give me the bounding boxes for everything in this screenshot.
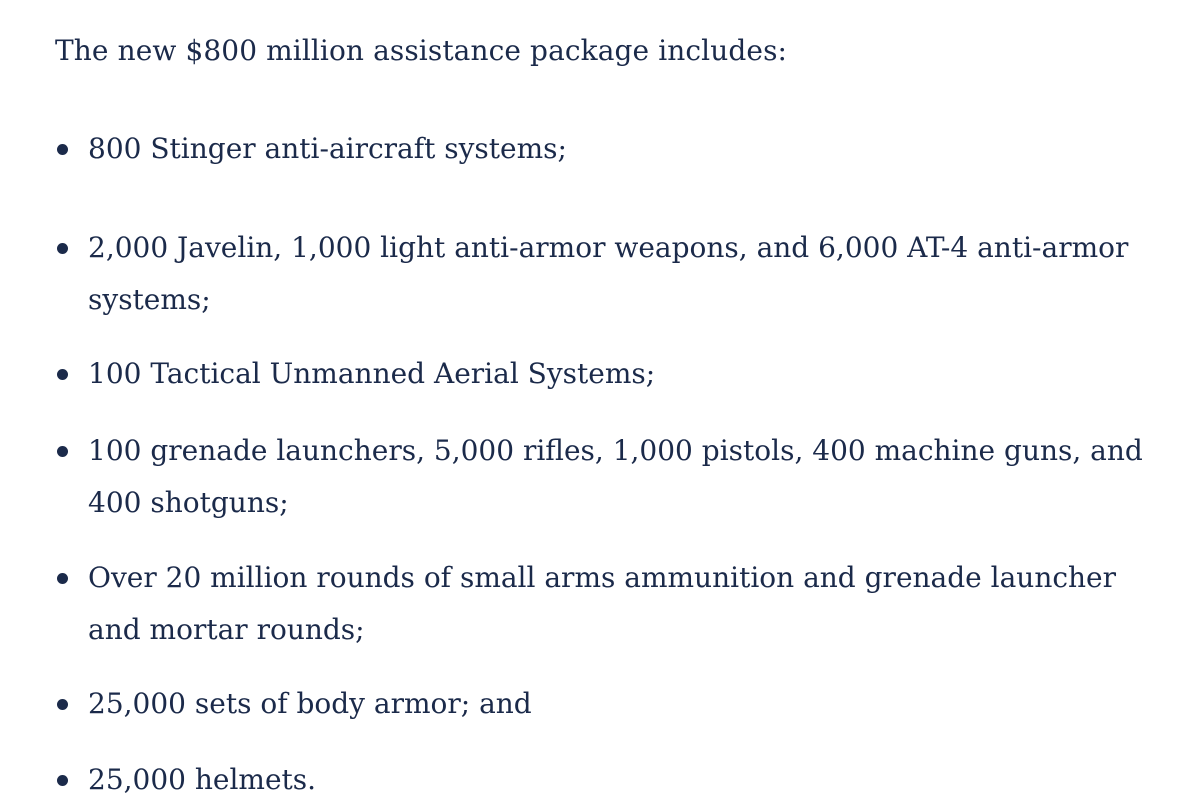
list-item-text: 100 grenade launchers, 5,000 rifles, 1,000 pistols, 400 machine guns, and 400 shotguns; (88, 434, 1143, 519)
intro-paragraph: The new $800 million assistance package includes: (55, 34, 788, 67)
list-item (55, 754, 1145, 806)
bullet-icon (57, 144, 68, 155)
list-item-text: 25,000 helmets. (88, 763, 317, 796)
list-item (55, 425, 1145, 529)
list-item-text: 800 Stinger anti-aircraft systems; (88, 132, 567, 165)
bullet-icon (57, 699, 68, 710)
list-item-text: Over 20 million rounds of small arms ammunition and grenade launcher and mortar rounds; (88, 561, 1117, 646)
bullet-icon (57, 573, 68, 584)
document-body (55, 26, 1175, 796)
list-item (55, 678, 1145, 730)
bullet-icon (57, 369, 68, 380)
list-item (55, 552, 1145, 656)
list-item (55, 123, 1145, 175)
bullet-icon (57, 243, 68, 254)
list-item (55, 222, 1145, 326)
list-item-text: 100 Tactical Unmanned Aerial Systems; (88, 357, 656, 390)
bullet-icon (57, 775, 68, 786)
list-item (55, 348, 1145, 400)
list-item-text: 2,000 Javelin, 1,000 light anti-armor weapons, and 6,000 AT-4 anti-armor systems; (88, 231, 1129, 316)
list-item-text: 25,000 sets of body armor; and (88, 687, 532, 720)
bullet-icon (57, 446, 68, 457)
